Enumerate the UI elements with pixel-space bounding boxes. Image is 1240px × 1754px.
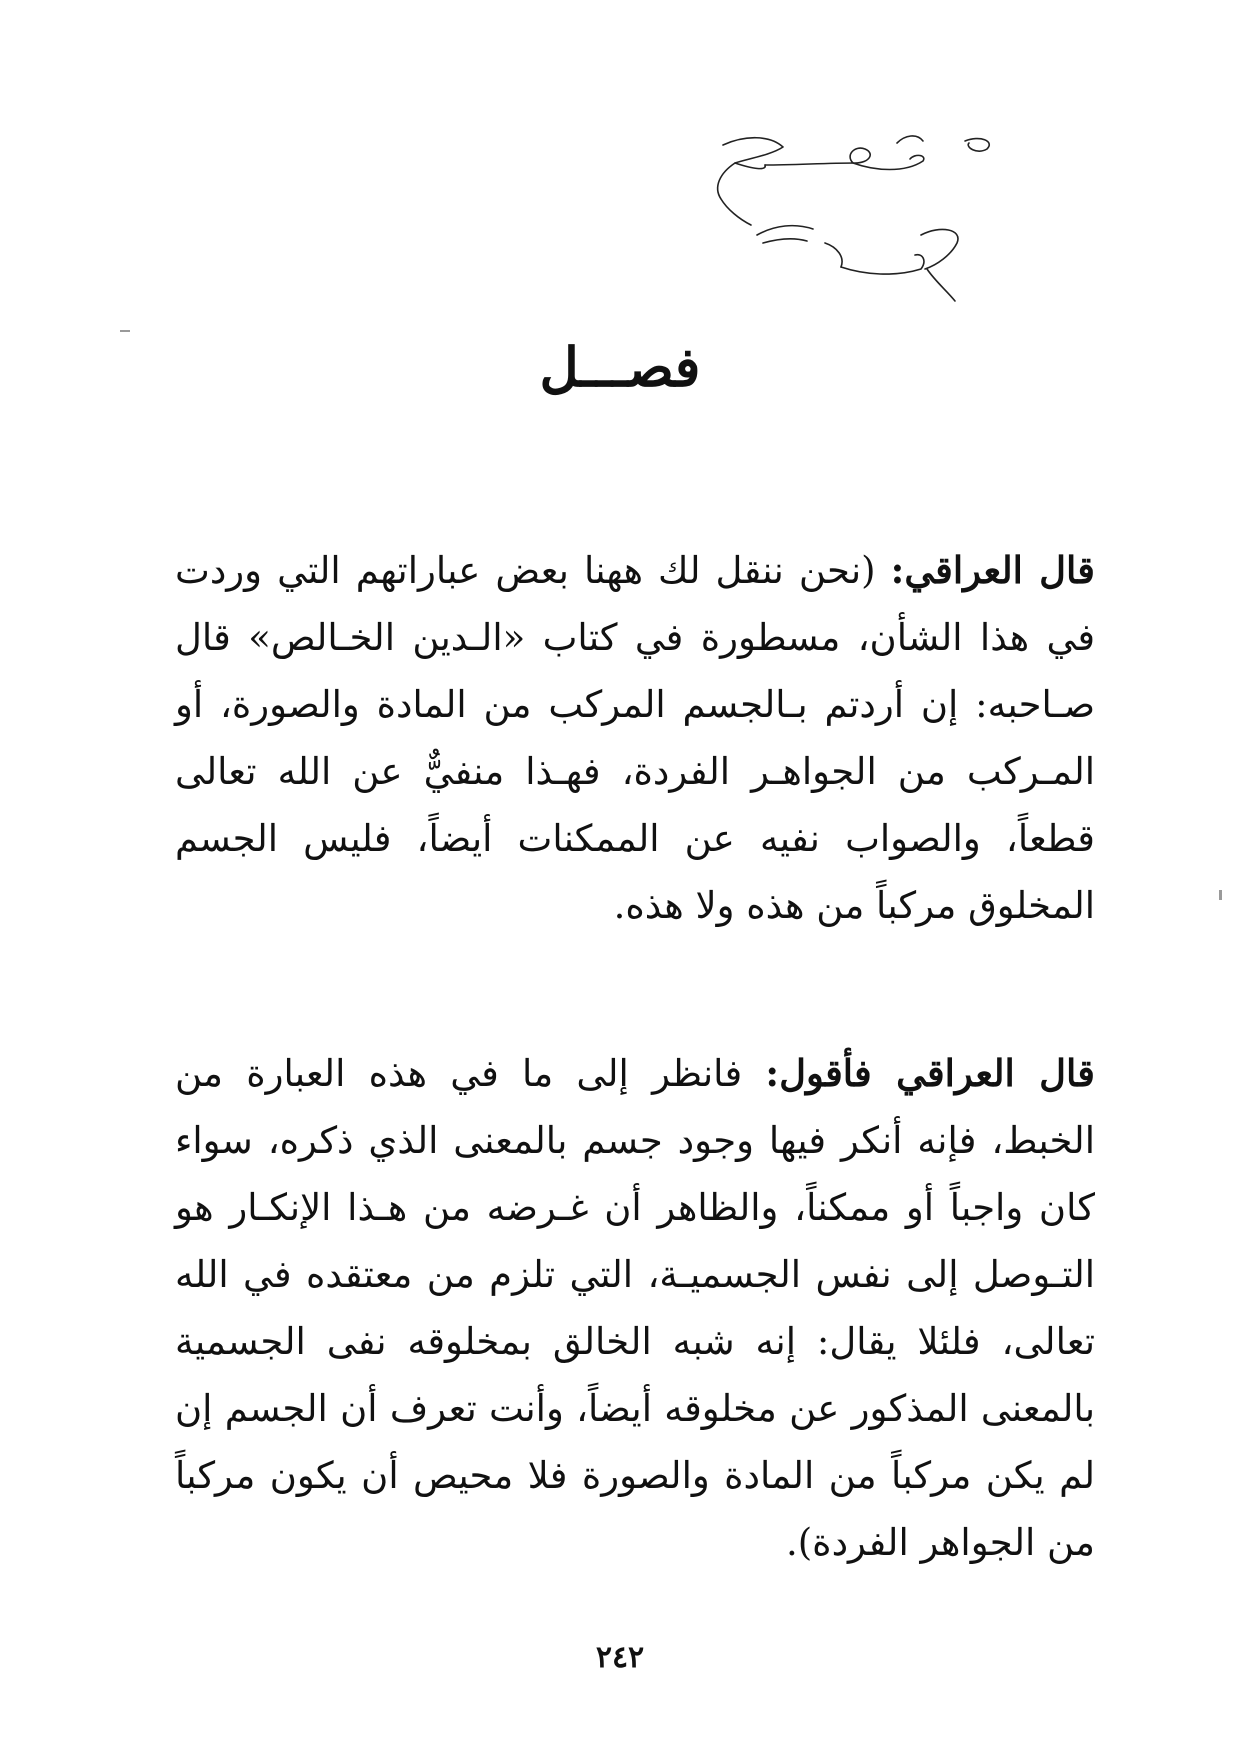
paragraph-2-lead: قال العراقي فأقول: <box>765 1051 1095 1095</box>
section-heading: فصـــل <box>539 335 701 399</box>
paragraph-2 <box>175 1040 1095 1576</box>
scan-speck <box>1219 890 1222 900</box>
paragraph-1-lead: قال العراقي: <box>890 548 1095 592</box>
paragraph-1 <box>175 537 1095 939</box>
paragraph-1-text: (نحن ننقل لك ههنا بعض عباراتهم التي وردت في هذا الشأن، مسطورة في كتاب «الـدين الخـالص» قال صـاحبه: إن أردتم بـالجسم المركب من المادة والصورة، أو المـركب من الجواهـر الفردة، فهـذا منفيٌّ عن الله تعالى قطعاً، والصواب نفيه عن الممكنات أيضاً، فليس الجسم المخلوق مركباً من هذه ولا هذه. <box>175 549 1095 927</box>
page-number: ٢٤٢ <box>595 1640 645 1675</box>
paragraph-2-text: فانظر إلى ما في هذه العبارة من الخبط، فإنه أنكر فيها وجود جسم بالمعنى الذي ذكره، سواء كان واجباً أو ممكناً، والظاهر أن غـرضه من هـذا الإنكـار هو التـوصل إلى نفس الجسميـة، التي تلزم من معتقده في الله تعالى، فلئلا يقال: إنه شبه الخالق بمخلوقه نفى الجسمية بالمعنى المذكور عن مخلوقه أيضاً، وأنت تعرف أن الجسم إن لم يكن مركباً من المادة والصورة فلا محيص أن يكون مركباً من الجواهر الفردة). <box>175 1052 1095 1564</box>
scan-speck <box>120 330 130 332</box>
handwritten-signature <box>665 125 1065 325</box>
